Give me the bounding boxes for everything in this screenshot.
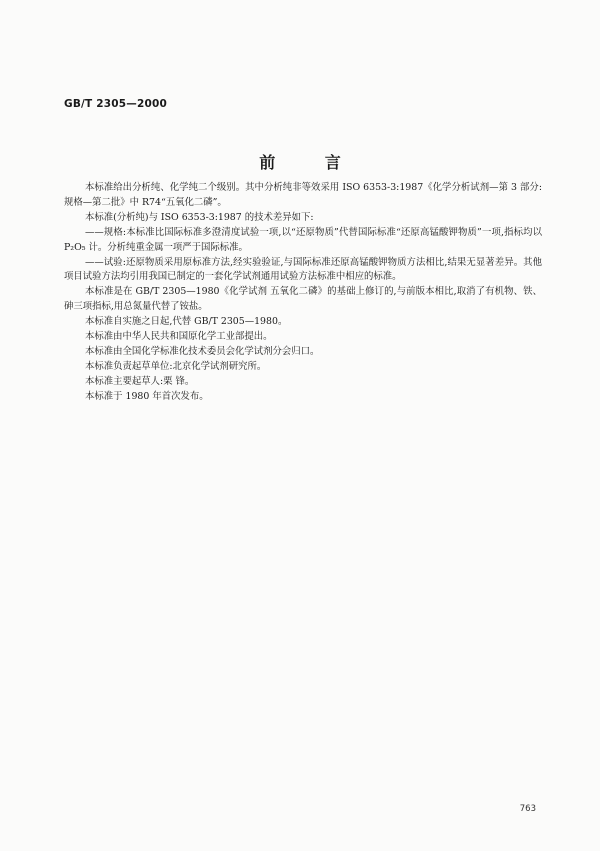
paragraph: 本标准负责起草单位:北京化学试剂研究所。 (85, 360, 267, 372)
page-number: 763 (519, 804, 536, 814)
paragraph: 本标准于 1980 年首次发布。 (85, 390, 209, 402)
page-title: 前 言 (259, 153, 363, 172)
paragraph: 本标准由中华人民共和国原化学工业部提出。 (85, 331, 273, 343)
paragraph: 本标准给出分析纯、化学纯二个级别。其中分析纯非等效采用 ISO 6353-3:1987《化学分析试剂—第 3 部分:规格—第二批》中 R74“五氧化二磷”。 (64, 182, 542, 208)
foreword-body (64, 181, 542, 405)
paragraph: ——试验:还原物质采用原标准方法,经实验验证,与国际标准还原高锰酸钾物质方法相比,结果无显著差异。其他项目试验方法均引用我国已制定的一套化学试剂通用试验方法标准中相应的标准。 (64, 256, 542, 283)
paragraph: 本标准是在 GB/T 2305—1980《化学试剂 五氧化二磷》的基础上修订的,与前版本相比,取消了有机物、铁、砷三项指标,用总氮量代替了铵盐。 (64, 286, 542, 313)
paragraph: ——规格:本标准比国际标准多澄清度试验一项,以“还原物质”代替国际标准“还原高锰酸钾物质”一项,指标均以 P₂O₅ 计。分析纯重金属一项严于国际标准。 (64, 226, 542, 253)
paragraph: 本标准由全国化学标准化技术委员会化学试剂分会归口。 (85, 345, 320, 357)
paragraph: 本标准(分析纯)与 ISO 6353-3:1987 的技术差异如下: (85, 211, 314, 223)
paragraph: 本标准自实施之日起,代替 GB/T 2305—1980。 (85, 316, 288, 328)
standard-code: GB/T 2305—2000 (64, 98, 168, 110)
paragraph: 本标准主要起草人:栗 锋。 (85, 375, 195, 387)
